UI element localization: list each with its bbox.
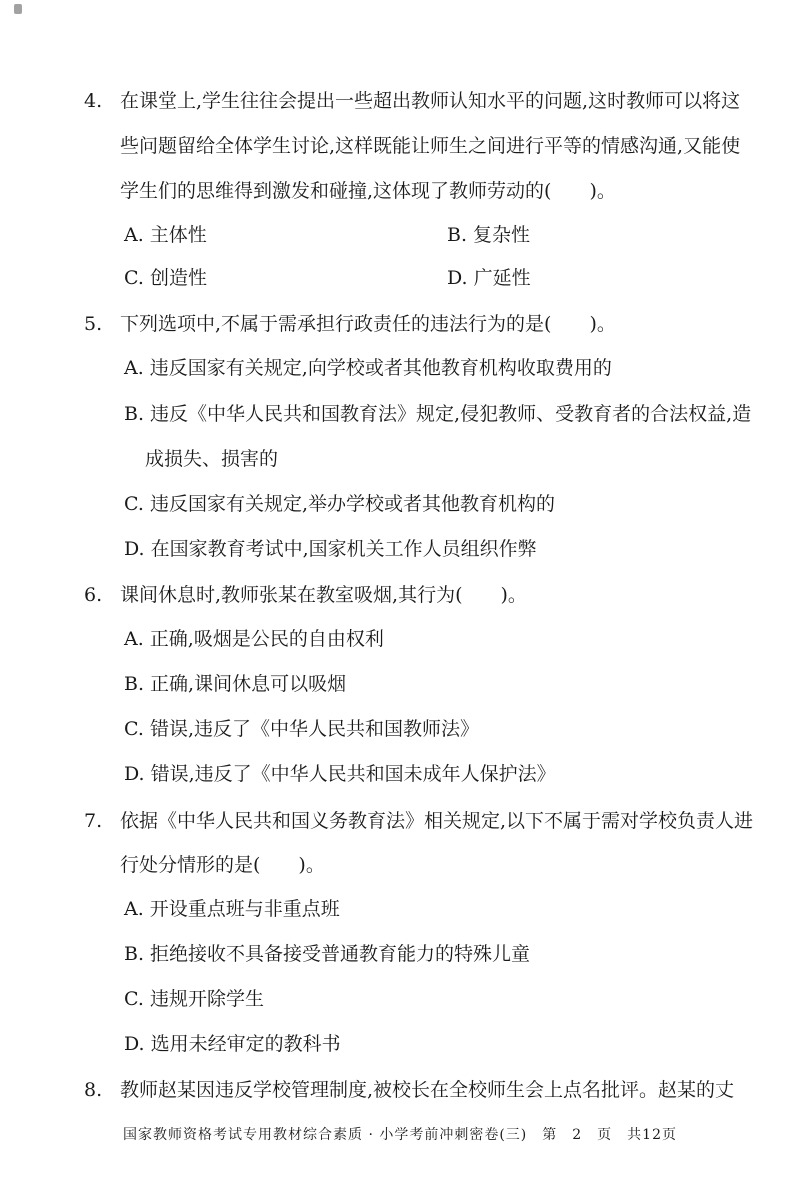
question-6-option-a: A. 正确,吸烟是公民的自由权利: [124, 628, 384, 650]
question-8-stem-line1: 教师赵某因违反学校管理制度,被校长在全校师生会上点名批评。赵某的丈: [120, 1079, 735, 1101]
question-5-option-d: D. 在国家教育考试中,国家机关工作人员组织作弊: [124, 538, 537, 560]
question-5-option-b-line1: B. 违反《中华人民共和国教育法》规定,侵犯教师、受教育者的合法权益,造: [124, 403, 752, 425]
question-4-number: 4.: [84, 90, 103, 112]
question-7-option-c: C. 违规开除学生: [124, 988, 264, 1010]
question-5-number: 5.: [84, 313, 103, 335]
question-4-option-a: A. 主体性: [124, 224, 207, 246]
page-footer: 国家教师资格考试专用教材综合素质 · 小学考前冲刺密卷(三) 第 2 页 共12页: [123, 1127, 677, 1143]
question-5-option-c: C. 违反国家有关规定,举办学校或者其他教育机构的: [124, 493, 555, 515]
question-7-option-a: A. 开设重点班与非重点班: [124, 898, 340, 920]
question-4-stem-line2: 些问题留给全体学生讨论,这样既能让师生之间进行平等的情感沟通,又能使: [120, 135, 741, 157]
question-4-option-c: C. 创造性: [124, 267, 207, 289]
question-8-number: 8.: [84, 1079, 103, 1101]
question-5-stem-line1: 下列选项中,不属于需承担行政责任的违法行为的是( )。: [120, 313, 616, 335]
question-4-option-b: B. 复杂性: [447, 224, 531, 246]
question-7-option-d: D. 选用未经审定的教科书: [124, 1033, 341, 1055]
question-5-option-b-line2: 成损失、损害的: [145, 448, 279, 470]
question-7-stem-line1: 依据《中华人民共和国义务教育法》相关规定,以下不属于需对学校负责人进: [120, 810, 754, 832]
question-4-option-d: D. 广延性: [447, 267, 531, 289]
question-4-stem-line1: 在课堂上,学生往往会提出一些超出教师认知水平的问题,这时教师可以将这: [120, 90, 741, 112]
question-7-stem-line2: 行处分情形的是( )。: [120, 854, 325, 876]
question-7-number: 7.: [84, 810, 103, 832]
question-6-stem-line1: 课间休息时,教师张某在教室吸烟,其行为( )。: [120, 584, 527, 606]
question-4-stem-line3: 学生们的思维得到激发和碰撞,这体现了教师劳动的( )。: [120, 180, 616, 202]
question-5-option-a: A. 违反国家有关规定,向学校或者其他教育机构收取费用的: [124, 357, 612, 379]
question-6-option-b: B. 正确,课间休息可以吸烟: [124, 673, 347, 695]
scan-mark: [14, 4, 22, 14]
question-6-option-d: D. 错误,违反了《中华人民共和国未成年人保护法》: [124, 763, 556, 785]
question-6-option-c: C. 错误,违反了《中华人民共和国教师法》: [124, 718, 479, 740]
question-6-number: 6.: [84, 584, 103, 606]
question-7-option-b: B. 拒绝接收不具备接受普通教育能力的特殊儿童: [124, 943, 531, 965]
